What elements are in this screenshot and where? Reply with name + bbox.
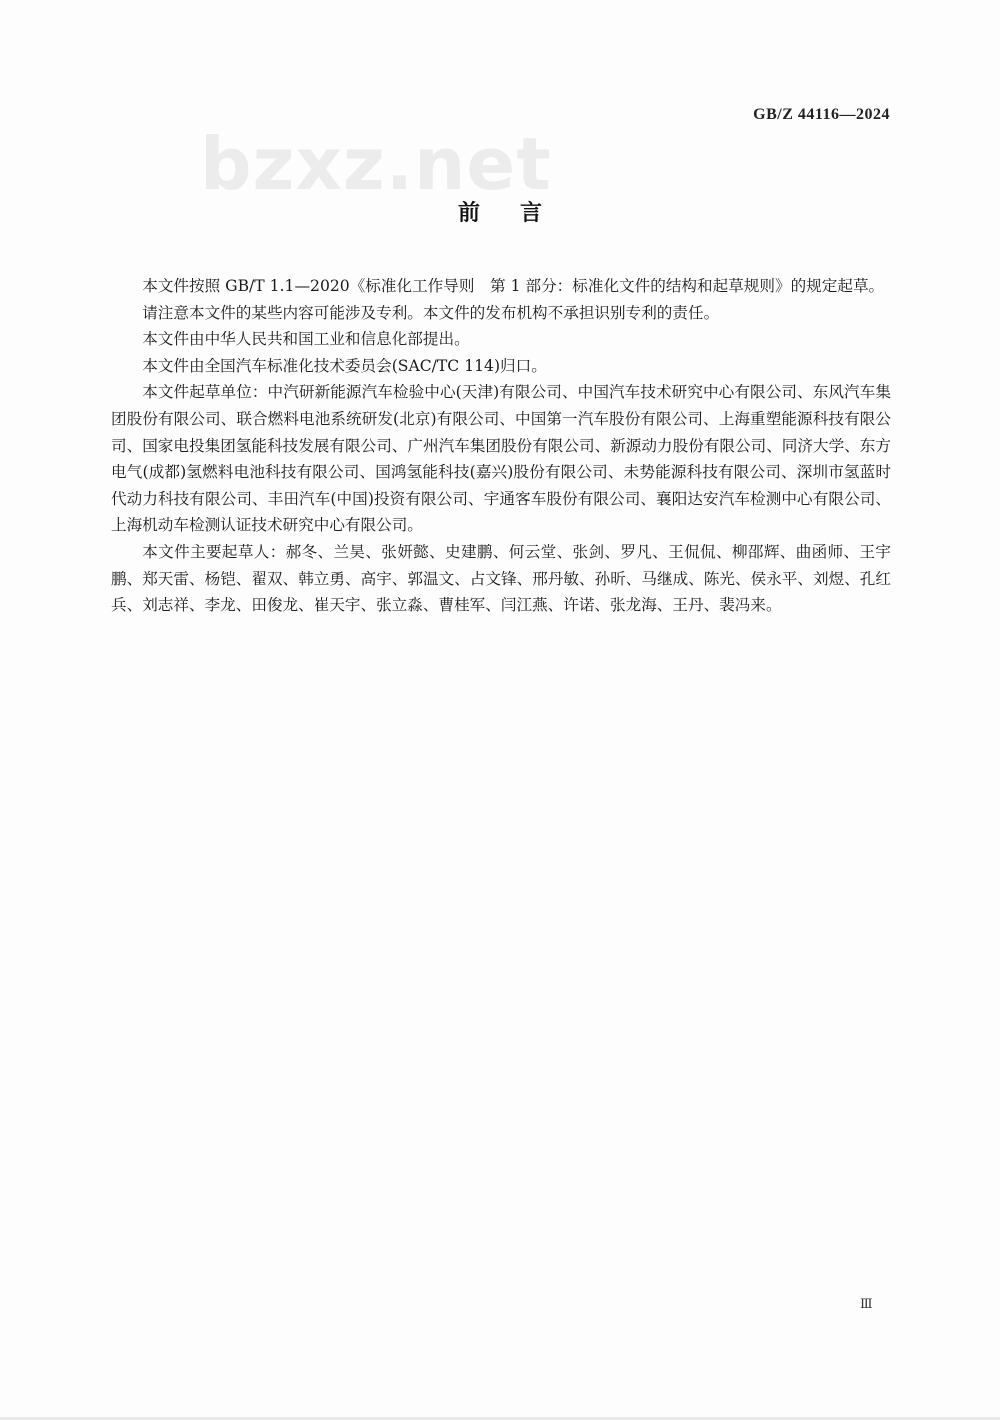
- paragraph-patent-notice: 请注意本文件的某些内容可能涉及专利。本文件的发布机构不承担识别专利的责任。: [142, 303, 720, 322]
- paragraph-technical-committee: 本文件由全国汽车标准化技术委员会(SAC/TC 114)归口。: [142, 356, 547, 375]
- paragraph-drafting-organizations: 本文件起草单位：中汽研新能源汽车检验中心(天津)有限公司、中国汽车技术研究中心有限公司、东风汽车集团股份有限公司、联合燃料电池系统研发(北京)有限公司、中国第一汽车股份有限公司、上海重塑能源科技有限公司、国家电投集团氢能科技发展有限公司、广州汽车集团股份有限公司、新源动力股份有限公司、同济大学、东方电气(成都)氢燃料电池科技有限公司、国鸿氢能科技(嘉兴)股份有限公司、未势能源科技有限公司、深圳市氢蓝时代动力科技有限公司、丰田汽车(中国)投资有限公司、宇通客车股份有限公司、襄阳达安汽车检测中心有限公司、上海机动车检测认证技术研究中心有限公司。: [111, 383, 891, 535]
- paragraph-drafters: 本文件主要起草人：郝冬、兰昊、张妍懿、史建鹏、何云堂、张剑、罗凡、王侃侃、柳邵辉、曲函师、王宇鹏、郑天雷、杨铠、翟双、韩立勇、高宇、郭温文、占文锋、邢丹敏、孙昕、马继成、陈光、侯永平、刘煜、孔红兵、刘志祥、李龙、田俊龙、崔天宇、张立淼、曹桂军、闫江燕、许诺、张龙海、王丹、裴冯来。: [111, 542, 891, 615]
- standard-number: GB/Z 44116—2024: [753, 106, 890, 123]
- watermark: bzxz.net: [200, 122, 552, 206]
- paragraph-drafting-rules: 本文件按照 GB/T 1.1—2020《标准化工作导则 第 1 部分：标准化文件的结构和起草规则》的规定起草。: [142, 277, 885, 295]
- page-title: 前言: [457, 201, 582, 226]
- paragraph-proposer: 本文件由中华人民共和国工业和信息化部提出。: [142, 330, 470, 349]
- page-number: Ⅲ: [860, 1296, 873, 1311]
- foreword-body: [111, 273, 891, 619]
